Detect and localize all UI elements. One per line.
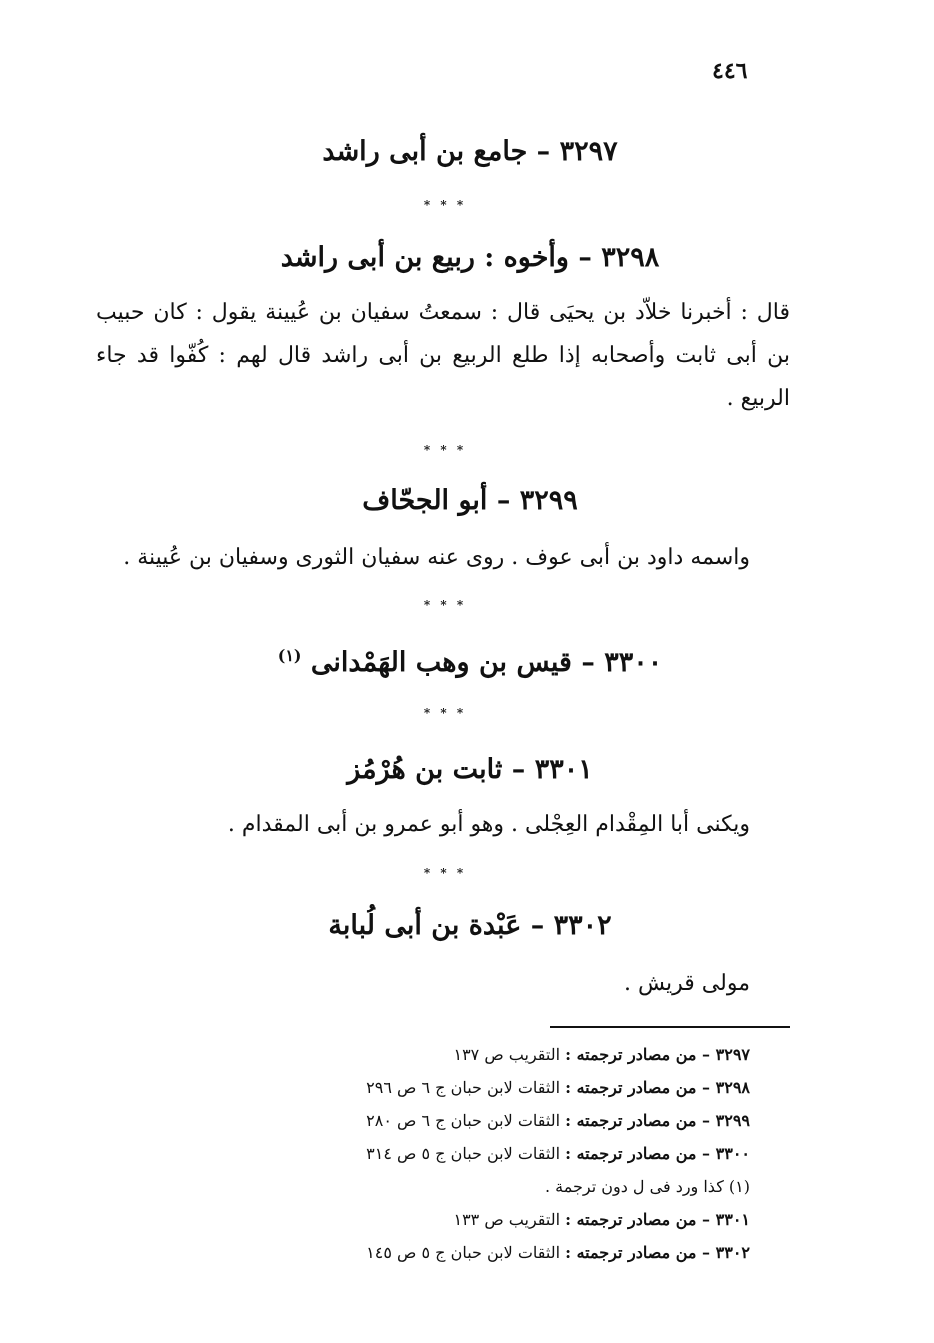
footnote-text: الثقات لابن حبان ج ٥ ص ١٤٥	[366, 1243, 561, 1262]
entry-heading: ٣٢٩٨ – وأخوه : ربيع بن أبى راشد	[280, 242, 660, 273]
footnote-label: ٣٣٠١ – من مصادر ترجمته :	[565, 1210, 750, 1229]
footnote-marker: (١)	[277, 646, 302, 665]
separator-stars: * * *	[423, 866, 467, 880]
footnote-line	[200, 1137, 750, 1170]
entry-body-text: مولى قريش .	[624, 971, 750, 996]
footnote-label: ٣٢٩٨ – من مصادر ترجمته :	[565, 1078, 750, 1097]
footnote-line	[200, 1104, 750, 1137]
footnote-divider	[550, 1026, 790, 1028]
footnote-text: التقريب ص ١٣٣	[453, 1210, 561, 1229]
separator-stars: * * *	[423, 443, 467, 457]
entry-body-text: ويكنى أبا المِقْدام العِجْلى . وهو أبو عمرو بن أبى المقدام .	[227, 812, 750, 837]
entry-heading: ٣٣٠١ – ثابت بن هُرْمُز	[347, 754, 593, 785]
footnote-line	[200, 1038, 750, 1071]
footnote-text: التقريب ص ١٣٧	[453, 1045, 561, 1064]
footnotes	[200, 1038, 750, 1269]
separator-stars: * * *	[423, 598, 467, 612]
footnote-line	[200, 1203, 750, 1236]
footnote-text: الثقات لابن حبان ج ٦ ص ٢٨٠	[366, 1111, 561, 1130]
entry-heading: ٣٣٠٢ – عَبْدة بن أبى لُبابة	[328, 910, 612, 941]
footnote-line	[200, 1170, 750, 1203]
page-number: ٤٤٦	[712, 58, 748, 84]
entry-heading: ٣٢٩٩ – أبو الجحّاف	[362, 485, 578, 516]
separator-stars: * * *	[423, 706, 467, 720]
footnote-text: الثقات لابن حبان ج ٦ ص ٢٩٦	[366, 1078, 561, 1097]
footnote-label: ٣٣٠٠ – من مصادر ترجمته :	[565, 1144, 750, 1163]
entry-body-text: قال : أخبرنا خلاّد بن يحيَى قال : سمعتُ سفيان بن عُيينة يقول : كان حبيب بن أبى ثابت وأصحابه إذا طلع الربيع بن أبى راشد قال لهم : كُفّوا قد جاء الربيع .	[96, 300, 790, 411]
entry-title: ٣٣٠٠ – قيس بن وهب الهَمْدانى	[310, 647, 663, 678]
footnote-text: الثقات لابن حبان ج ٥ ص ٣١٤	[366, 1144, 561, 1163]
entry-body-text: واسمه داود بن أبى عوف . روى عنه سفيان الثورى وسفيان بن عُيينة .	[123, 545, 750, 570]
entry-heading: ٣٢٩٧ – جامع بن أبى راشد	[322, 136, 618, 167]
footnote-label: ٣٣٠٢ – من مصادر ترجمته :	[565, 1243, 750, 1262]
separator-stars: * * *	[423, 198, 467, 212]
footnote-line	[200, 1236, 750, 1269]
footnote-label: ٣٢٩٧ – من مصادر ترجمته :	[565, 1045, 750, 1064]
footnote-line	[200, 1071, 750, 1104]
footnote-text: (١) كذا ورد فى ل دون ترجمة .	[544, 1177, 750, 1196]
entry-heading	[190, 646, 750, 678]
footnote-label: ٣٢٩٩ – من مصادر ترجمته :	[565, 1111, 750, 1130]
